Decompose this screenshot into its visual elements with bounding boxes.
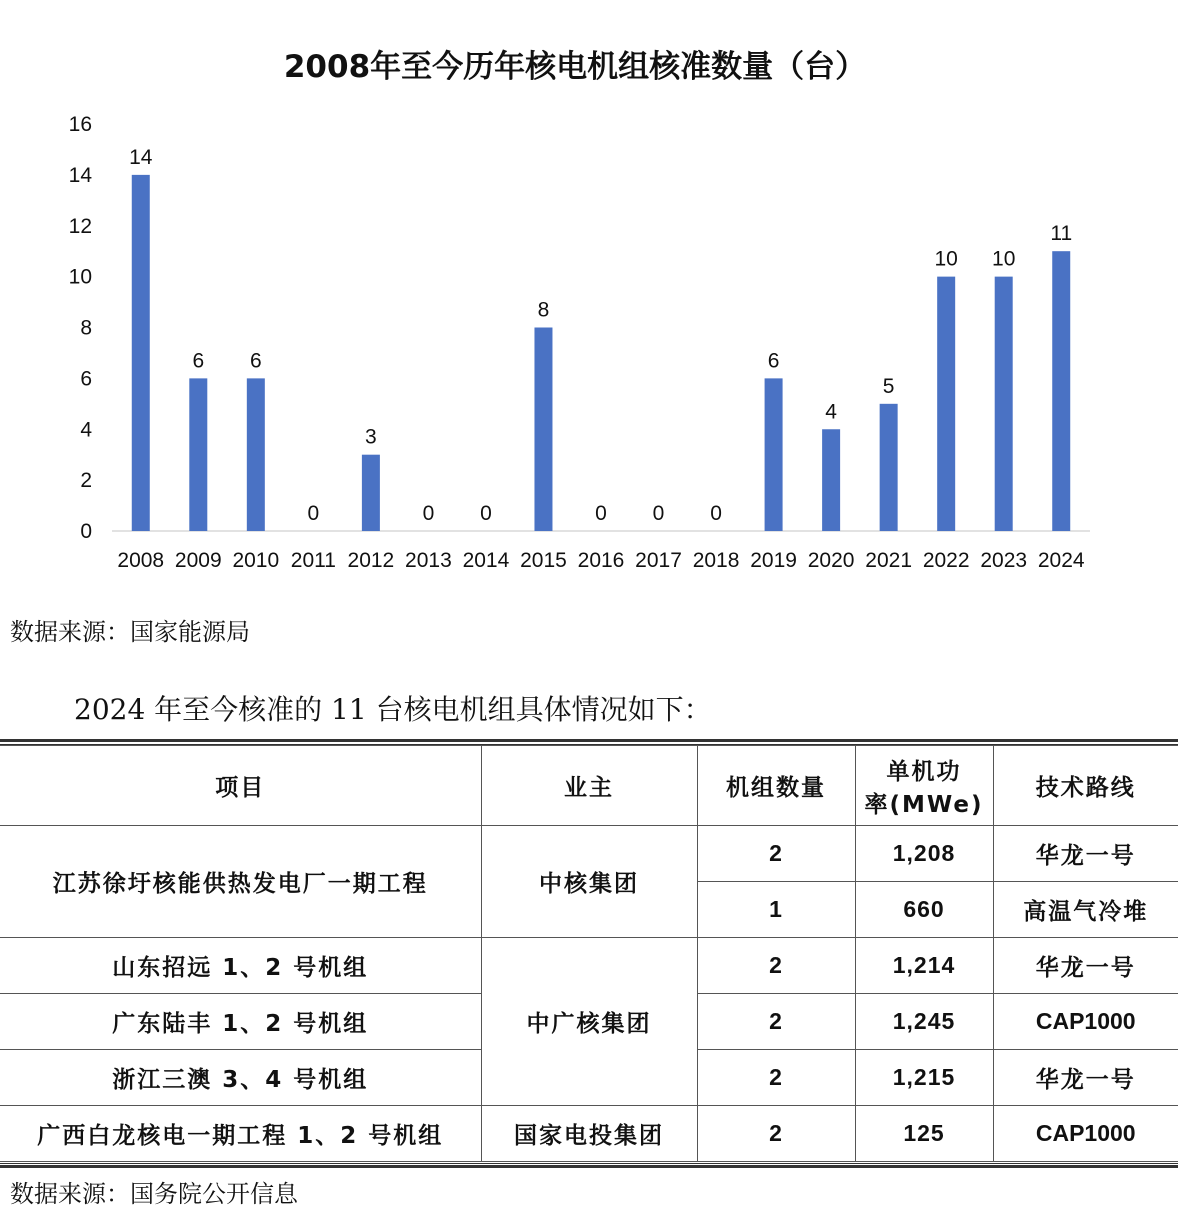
cell-power: 1,215 xyxy=(855,1050,993,1106)
bar-2008 xyxy=(132,175,150,531)
cell-units: 2 xyxy=(697,1106,855,1162)
data-label-2008: 14 xyxy=(129,145,153,169)
bar-chart xyxy=(0,0,1200,590)
bar-2024 xyxy=(1052,251,1070,531)
data-label-2011: 0 xyxy=(307,502,320,525)
y-tick-label: 14 xyxy=(68,163,92,187)
reactor-approval-table-wrapper xyxy=(0,739,1178,1168)
cell-power: 125 xyxy=(855,1106,993,1162)
cell-project: 广西白龙核电一期工程 1、2 号机组 xyxy=(0,1106,481,1162)
y-tick-label: 16 xyxy=(68,113,92,136)
x-tick-label-2008: 2008 xyxy=(117,549,165,572)
x-tick-label-2009: 2009 xyxy=(174,549,222,572)
x-tick-label-2021: 2021 xyxy=(865,549,913,572)
cell-tech: 高温气冷堆 xyxy=(993,882,1178,938)
y-axis-ticks xyxy=(69,113,93,543)
bar-2023 xyxy=(995,277,1013,531)
cell-project: 山东招远 1、2 号机组 xyxy=(0,938,481,994)
y-tick-label: 0 xyxy=(80,520,92,543)
x-tick-label-2024: 2024 xyxy=(1037,549,1085,572)
x-tick-label-2015: 2015 xyxy=(520,549,567,572)
data-label-2015: 8 xyxy=(537,298,550,322)
x-tick-label-2020: 2020 xyxy=(807,549,855,572)
bar-2020 xyxy=(822,429,840,531)
cell-power: 660 xyxy=(855,882,993,938)
bar-2015 xyxy=(534,328,552,532)
cell-units: 2 xyxy=(697,826,855,882)
x-tick-label-2019: 2019 xyxy=(750,549,797,572)
bar-2010 xyxy=(247,378,265,531)
cell-power: 1,245 xyxy=(855,994,993,1050)
y-tick-label: 10 xyxy=(68,265,92,289)
data-label-2009: 6 xyxy=(192,349,205,373)
header-units: 机组数量 xyxy=(697,746,855,826)
y-tick-label: 6 xyxy=(80,367,92,391)
y-tick-label: 2 xyxy=(80,469,92,493)
data-label-2024: 11 xyxy=(1050,222,1073,246)
data-label-2010: 6 xyxy=(249,349,262,373)
cell-tech: 华龙一号 xyxy=(993,1050,1178,1106)
x-tick-label-2013: 2013 xyxy=(405,549,452,572)
y-tick-label: 8 xyxy=(80,316,92,340)
x-tick-label-2010: 2010 xyxy=(232,549,280,572)
data-label-2017: 0 xyxy=(652,502,665,525)
table-row xyxy=(0,826,1178,882)
data-label-2021: 5 xyxy=(882,374,895,398)
x-tick-label-2011: 2011 xyxy=(290,549,336,572)
table-intro-text: 2024 年至今核准的 11 台核电机组具体情况如下： xyxy=(74,693,712,726)
data-label-2019: 6 xyxy=(767,349,780,373)
cell-tech: CAP1000 xyxy=(993,994,1178,1050)
header-tech-route: 技术路线 xyxy=(993,746,1178,826)
x-tick-label-2018: 2018 xyxy=(692,549,740,572)
chart-title: 2008年至今历年核电机组核准数量（台） xyxy=(283,49,867,85)
bar-2012 xyxy=(362,455,380,531)
cell-tech: CAP1000 xyxy=(993,1106,1178,1162)
y-tick-label: 12 xyxy=(68,214,92,238)
data-label-2014: 0 xyxy=(480,502,492,525)
cell-project: 江苏徐圩核能供热发电厂一期工程 xyxy=(0,826,481,938)
cell-tech: 华龙一号 xyxy=(993,826,1178,882)
cell-units: 1 xyxy=(697,882,855,938)
cell-units: 2 xyxy=(697,994,855,1050)
data-labels-group xyxy=(129,146,1072,525)
table-row xyxy=(0,938,1178,994)
cell-owner: 中核集团 xyxy=(481,826,697,938)
cell-owner: 国家电投集团 xyxy=(481,1106,697,1162)
data-label-2018: 0 xyxy=(710,502,722,525)
table-header-row xyxy=(0,746,1178,826)
reactor-approval-table xyxy=(0,745,1178,1162)
cell-power: 1,208 xyxy=(855,826,993,882)
bar-2009 xyxy=(189,378,207,531)
x-tick-label-2022: 2022 xyxy=(922,549,970,572)
data-label-2023: 10 xyxy=(992,247,1016,271)
data-label-2012: 3 xyxy=(365,425,377,449)
header-owner: 业主 xyxy=(481,746,697,826)
cell-units: 2 xyxy=(697,938,855,994)
header-unit-power xyxy=(855,746,993,826)
data-label-2022: 10 xyxy=(934,247,958,271)
cell-project: 浙江三澳 3、4 号机组 xyxy=(0,1050,481,1106)
table-source-note: 数据来源：国务院公开信息 xyxy=(10,1180,298,1208)
header-unit-power-line1: 单机功 xyxy=(886,758,962,785)
x-tick-label-2017: 2017 xyxy=(635,549,682,572)
bar-2022 xyxy=(937,277,955,531)
header-unit-power-line2: 率(MWe) xyxy=(864,791,984,818)
data-label-2016: 0 xyxy=(595,502,607,525)
bars-group xyxy=(132,175,1073,531)
x-axis-ticks xyxy=(117,549,1085,572)
data-label-2013: 0 xyxy=(422,502,435,525)
header-project: 项目 xyxy=(0,746,481,826)
x-tick-label-2014: 2014 xyxy=(462,549,510,572)
bar-2019 xyxy=(765,378,783,531)
cell-owner: 中广核集团 xyxy=(481,938,697,1106)
cell-power: 1,214 xyxy=(855,938,993,994)
table-row xyxy=(0,1106,1178,1162)
x-tick-label-2012: 2012 xyxy=(347,549,395,572)
x-tick-label-2023: 2023 xyxy=(980,549,1028,572)
x-tick-label-2016: 2016 xyxy=(577,549,625,572)
bar-2021 xyxy=(880,404,898,531)
cell-units: 2 xyxy=(697,1050,855,1106)
data-label-2020: 4 xyxy=(825,400,837,424)
y-tick-label: 4 xyxy=(80,418,92,442)
chart-source-note: 数据来源：国家能源局 xyxy=(10,618,250,646)
cell-tech: 华龙一号 xyxy=(993,938,1178,994)
cell-project: 广东陆丰 1、2 号机组 xyxy=(0,994,481,1050)
